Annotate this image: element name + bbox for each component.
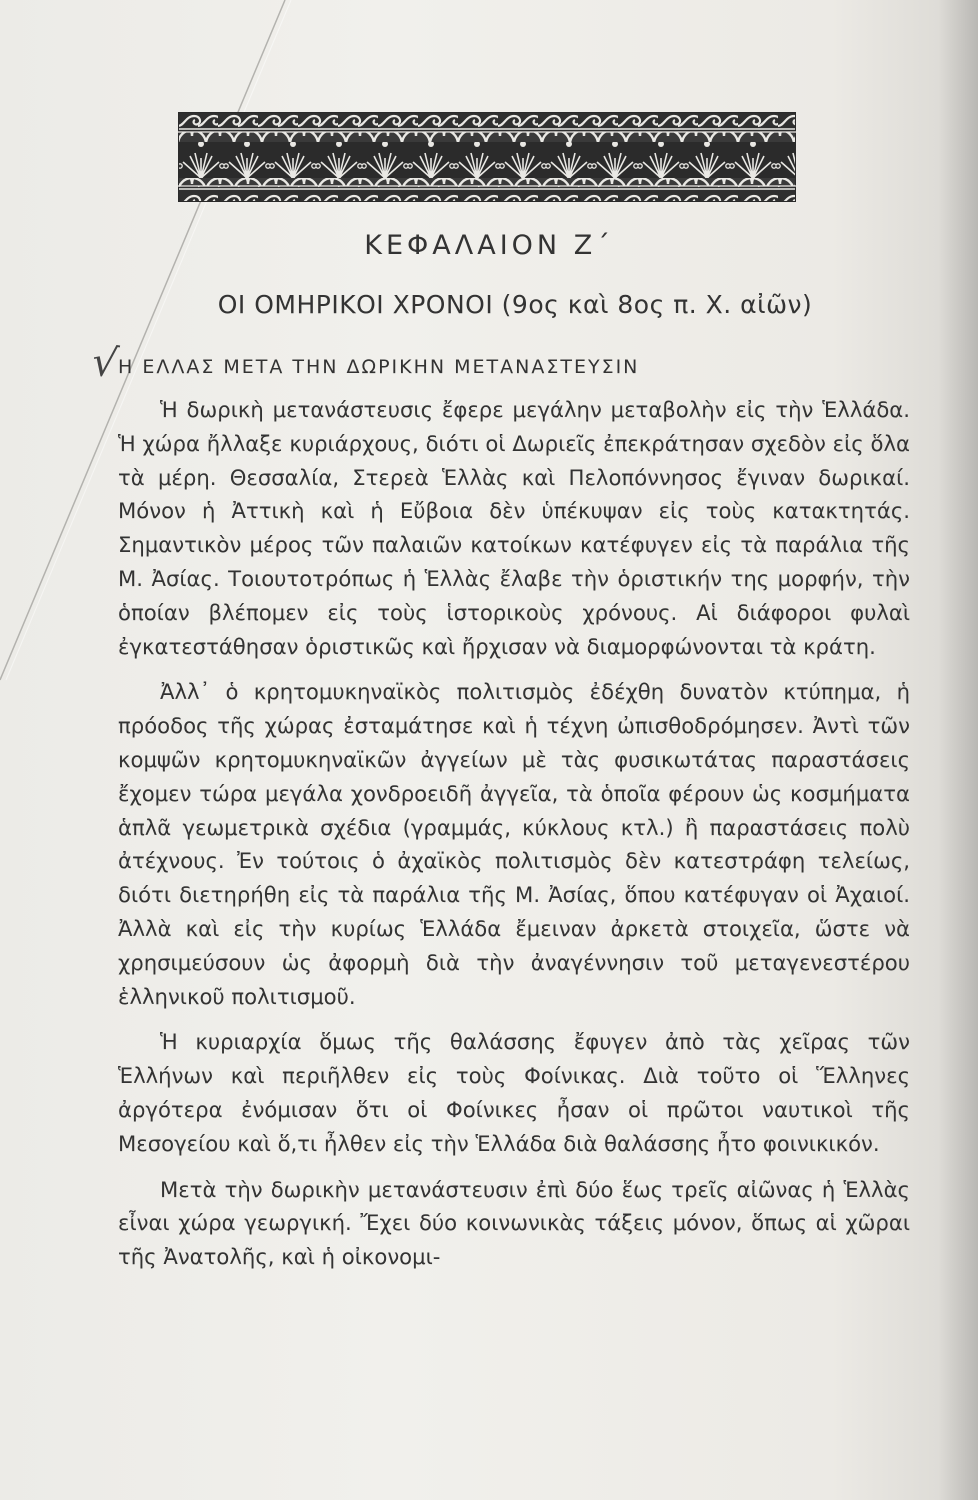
subheading: Η ΕΛΛΑΣ ΜΕΤΑ ΤΗΝ ΔΩΡΙΚΗΝ ΜΕΤΑΝΑΣΤΕΥΣΙΝ bbox=[118, 356, 640, 378]
paragraph: Ἡ δωρικὴ μετανάστευσις ἔφερε μεγάλην μεταβολὴν εἰς τὴν Ἑλλάδα. Ἡ χώρα ἤλλαξε κυριάρχους, διότι οἱ Δωριεῖς ἐπεκράτησαν σχεδὸν εἰς ὅλα τὰ μέρη. Θεσσαλία, Στερεὰ Ἑλλὰς καὶ Πελοπόννησος ἔγιναν δωρικαί. Μόνον ἡ Ἀττικὴ καὶ ἡ Εὔβοια δὲν ὑπέκυψαν εἰς τοὺς κατακτητάς. Σημαντικὸν μέρος τῶν παλαιῶν κατοίκων κατέφυγεν εἰς τὰ παράλια τῆς Μ. Ἀσίας. Τοιουτοτρόπως ἡ Ἑλλὰς ἔλαβε τὴν ὁριστικήν της μορφήν, τὴν ὁποίαν βλέπομεν εἰς τοὺς ἱστορικοὺς χρόνους. Αἱ διάφοροι φυλαὶ ἐγκατεστάθησαν ὁριστικῶς καὶ ἤρχισαν νὰ διαμορφώνονται τὰ κράτη. bbox=[118, 397, 910, 659]
paragraph: Ἡ κυριαρχία ὅμως τῆς θαλάσσης ἔφυγεν ἀπὸ τὰς χεῖρας τῶν Ἑλλήνων καὶ περιῆλθεν εἰς τοὺς Φοίνικας. Διὰ τοῦτο οἱ Ἕλληνες ἀργότερα ἐνόμισαν ὅτι οἱ Φοίνικες ἦσαν οἱ πρῶτοι ναυτικοὶ τῆς Μεσογείου καὶ ὅ,τι ἦλθεν εἰς τὴν Ἑλλάδα διὰ θαλάσσης ἦτο φοινικικόν. bbox=[118, 1029, 910, 1156]
chapter-title: ΚΕΦΑΛΑΙΟΝ Ζ΄ bbox=[364, 230, 614, 261]
section-title: ΟΙ ΟΜΗΡΙΚΟΙ ΧΡΟΝΟΙ (9ος καὶ 8ος π. Χ. αἰῶν) bbox=[217, 290, 813, 319]
paragraph: Μετὰ τὴν δωρικὴν μετανάστευσιν ἐπὶ δύο ἕως τρεῖς αἰῶνας ἡ Ἑλλὰς εἶναι χώρα γεωργική. Ἔχει δύο κοινωνικὰς τάξεις μόνον, ὅπως αἱ χῶραι τῆς Ἀνατολῆς, καὶ ἡ οἰκονομι- bbox=[118, 1176, 910, 1270]
page-edge-shadow bbox=[938, 0, 978, 1500]
margin-checkmark: √ bbox=[88, 338, 121, 388]
paragraph: Ἀλλ᾽ ὁ κρητομυκηναϊκὸς πολιτισμὸς ἐδέχθη δυνατὸν κτύπημα, ἡ πρόοδος τῆς χώρας ἐσταμάτησε καὶ ἡ τέχνη ὠπισθοδρόμησεν. Ἀντὶ τῶν κομψῶν κρητομυκηναϊκῶν ἀγγείων μὲ τὰς φυσικωτάτας παραστάσεις ἔχομεν τώρα μεγάλα χονδροειδῆ ἀγγεῖα, τὰ ὁποῖα φέρουν ὡς κοσμήματα ἁπλᾶ γεωμετρικὰ σχέδια (γραμμάς, κύκλους κτλ.) ἢ παραστάσεις πολὺ ἀτέχνους. Ἐν τούτοις ὁ ἀχαϊκὸς πολιτισμὸς δὲν κατεστράφη τελείως, διότι διετηρήθη εἰς τὰ παράλια τῆς Μ. Ἀσίας, ὅπου κατέφυγαν οἱ Ἀχαιοί. Ἀλλὰ καὶ εἰς τὴν κυρίως Ἑλλάδα ἔμειναν ἀρκετὰ στοιχεῖα, ὥστε νὰ χρησιμεύσουν ὡς ἀφορμὴ διὰ τὴν ἀναγέννησιν τοῦ μεταγενεστέρου ἑλληνικοῦ πολιτισμοῦ. bbox=[118, 679, 910, 1009]
body-text bbox=[118, 393, 910, 1286]
ornamental-headpiece bbox=[178, 112, 796, 202]
